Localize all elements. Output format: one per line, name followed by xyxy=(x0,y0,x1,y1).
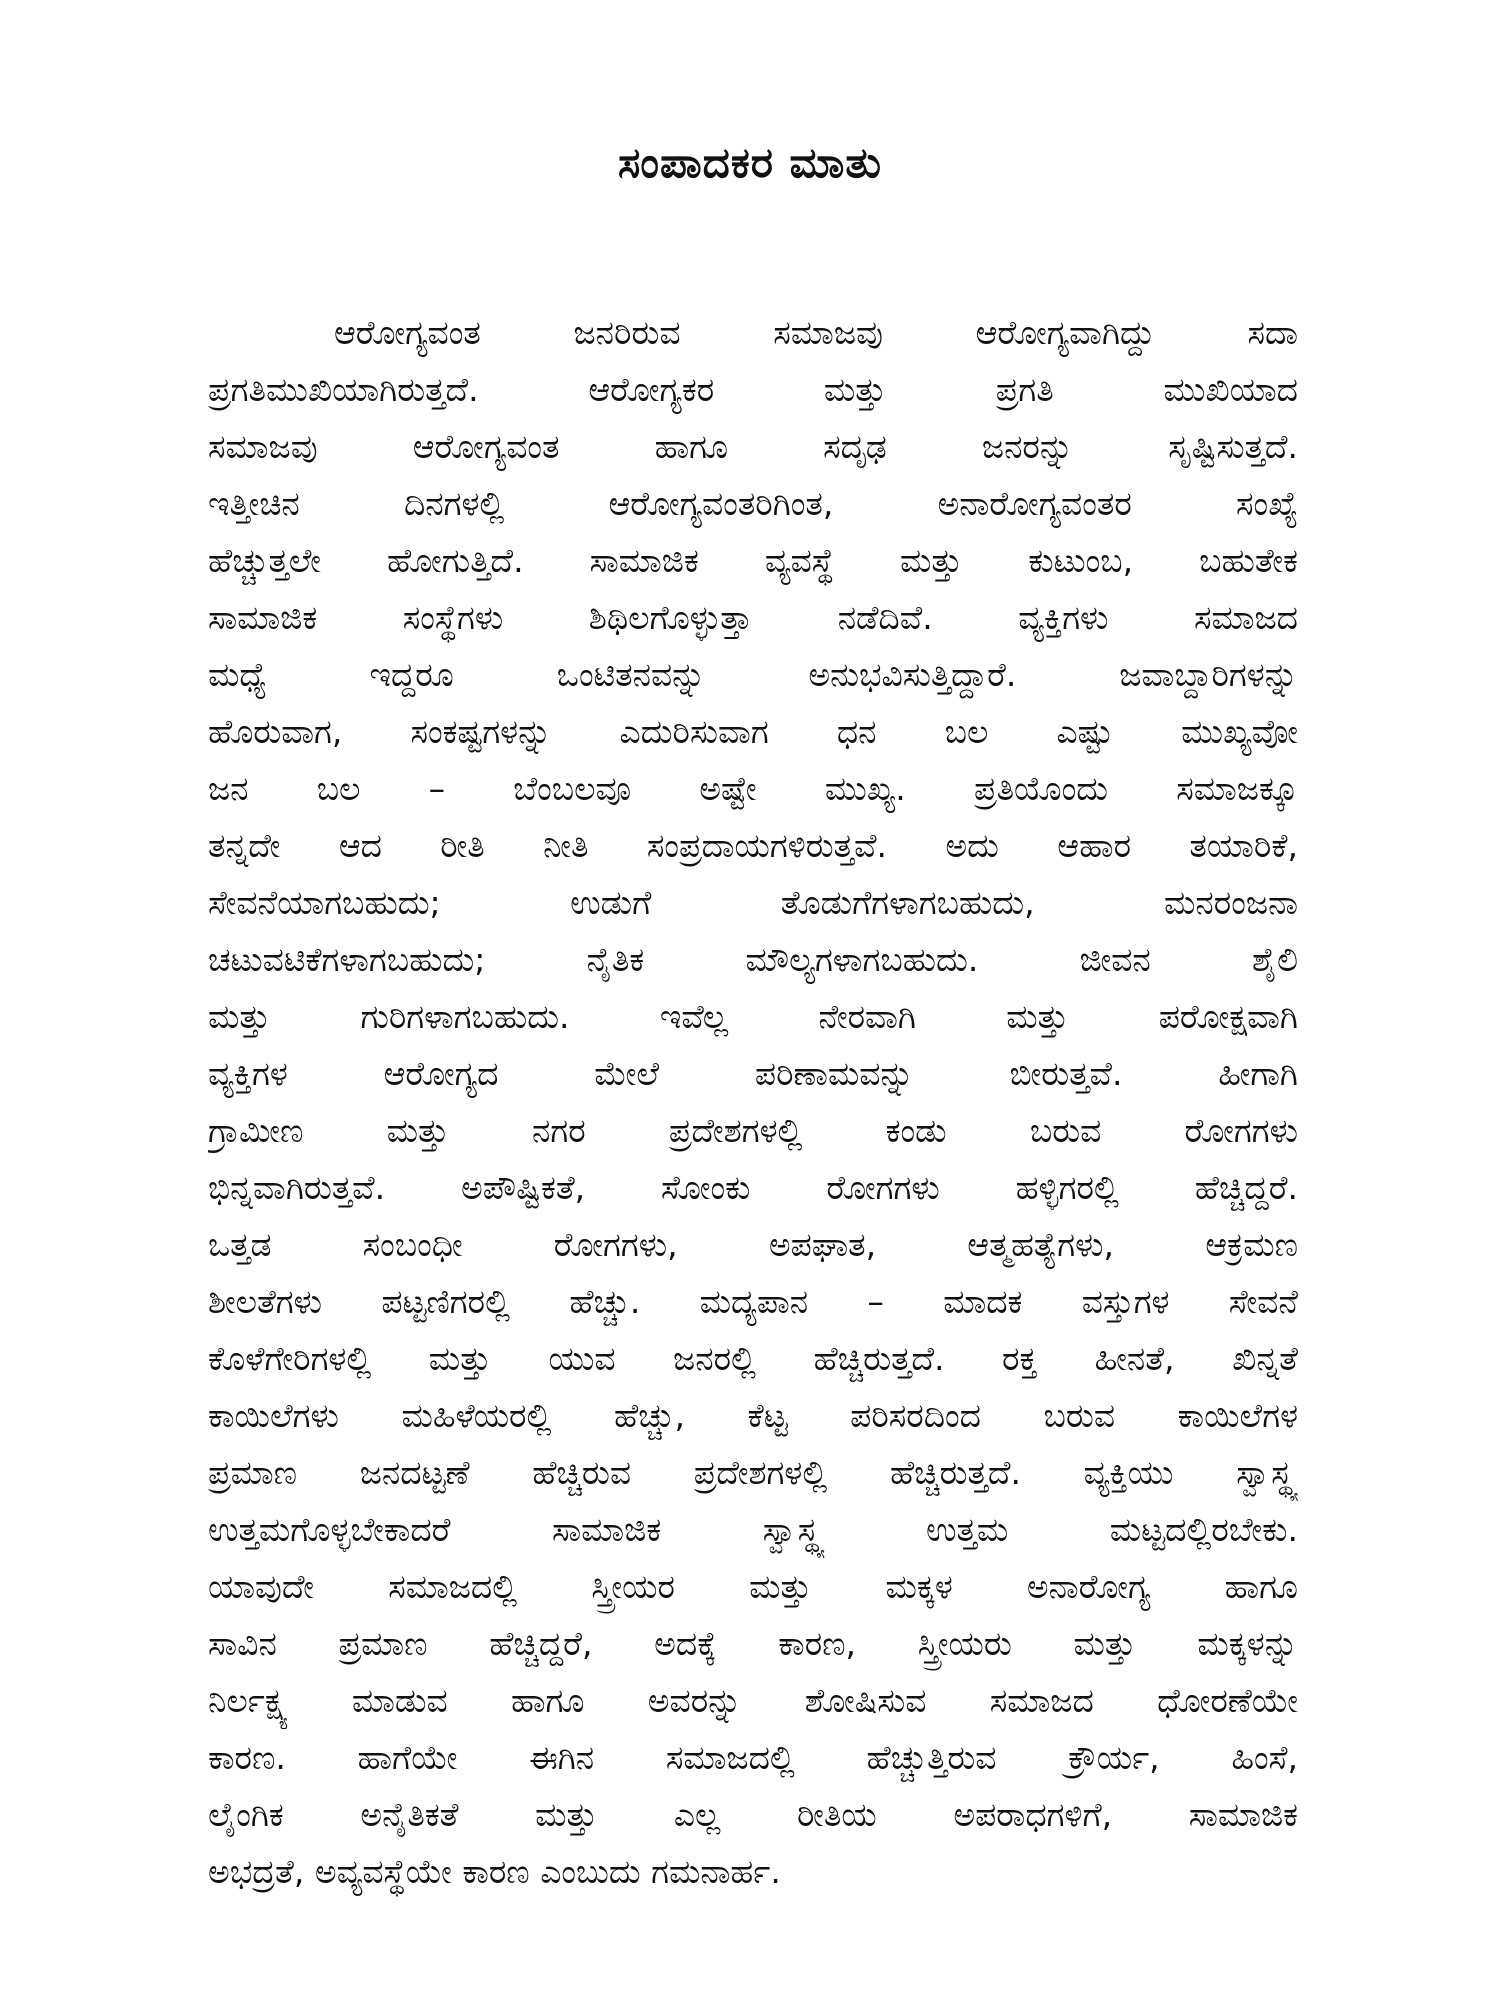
paragraph-line: ಚಟುವಟಿಕೆಗಳಾಗಬಹುದು; ನೈತಿಕ ಮೌಲ್ಯಗಳಾಗಬಹುದು. ಜೀವನ ಶೈಲಿ xyxy=(208,940,1298,979)
paragraph-line: ಲೈಂಗಿಕ ಅನೈತಿಕತೆ ಮತ್ತು ಎಲ್ಲ ರೀತಿಯ ಅಪರಾಧಗಳಿಗೆ, ಸಾಮಾಜಿಕ xyxy=(208,1795,1298,1834)
paragraph-line: ಪ್ರಗತಿಮುಖಿಯಾಗಿರುತ್ತದೆ. ಆರೋಗ್ಯಕರ ಮತ್ತು ಪ್ರಗತಿ ಮುಖಿಯಾದ xyxy=(208,370,1298,409)
paragraph-line: ಸಾಮಾಜಿಕ ಸಂಸ್ಥೆಗಳು ಶಿಥಿಲಗೊಳ್ಳುತ್ತಾ ನಡೆದಿವೆ. ವ್ಯಕ್ತಿಗಳು ಸಮಾಜದ xyxy=(208,598,1298,637)
paragraph-line: ಭಿನ್ನವಾಗಿರುತ್ತವೆ. ಅಪೌಷ್ಟಿಕತೆ, ಸೋಂಕು ರೋಗಗಳು ಹಳ್ಳಿಗರಲ್ಲಿ ಹೆಚ್ಚಿದ್ದರೆ. xyxy=(208,1168,1298,1207)
paragraph-line: ವ್ಯಕ್ತಿಗಳ ಆರೋಗ್ಯದ ಮೇಲೆ ಪರಿಣಾಮವನ್ನು ಬೀರುತ್ತವೆ. ಹೀಗಾಗಿ xyxy=(208,1054,1298,1093)
paragraph-line: ಹೊರುವಾಗ, ಸಂಕಷ್ಟಗಳನ್ನು ಎದುರಿಸುವಾಗ ಧನ ಬಲ ಎಷ್ಟು ಮುಖ್ಯವೋ xyxy=(208,712,1298,751)
paragraph-line: ಮಧ್ಯೆ ಇದ್ದರೂ ಒಂಟಿತನವನ್ನು ಅನುಭವಿಸುತ್ತಿದ್ದಾರೆ. ಜವಾಬ್ದಾರಿಗಳನ್ನು xyxy=(208,655,1298,694)
paragraph-line: ತನ್ನದೇ ಆದ ರೀತಿ ನೀತಿ ಸಂಪ್ರದಾಯಗಳಿರುತ್ತವೆ. ಅದು ಆಹಾರ ತಯಾರಿಕೆ, xyxy=(208,826,1298,865)
paragraph-line: ಜನ ಬಲ – ಬೆಂಬಲವೂ ಅಷ್ಟೇ ಮುಖ್ಯ. ಪ್ರತಿಯೊಂದು ಸಮಾಜಕ್ಕೂ xyxy=(208,769,1298,808)
paragraph-line: ಇತ್ತೀಚಿನ ದಿನಗಳಲ್ಲಿ ಆರೋಗ್ಯವಂತರಿಗಿಂತ, ಅನಾರೋಗ್ಯವಂತರ ಸಂಖ್ಯೆ xyxy=(208,484,1298,523)
paragraph-line: ಮತ್ತು ಗುರಿಗಳಾಗಬಹುದು. ಇವೆಲ್ಲ ನೇರವಾಗಿ ಮತ್ತು ಪರೋಕ್ಷವಾಗಿ xyxy=(208,997,1298,1036)
paragraph-line: ಹೆಚ್ಚುತ್ತಲೇ ಹೋಗುತ್ತಿದೆ. ಸಾಮಾಜಿಕ ವ್ಯವಸ್ಥೆ ಮತ್ತು ಕುಟುಂಬ, ಬಹುತೇಕ xyxy=(208,541,1298,580)
paragraph-line: ಸೇವನೆಯಾಗಬಹುದು; ಉಡುಗೆ ತೊಡುಗೆಗಳಾಗಬಹುದು, ಮನರಂಜನಾ xyxy=(208,883,1298,922)
paragraph-line: ಶೀಲತೆಗಳು ಪಟ್ಟಣಿಗರಲ್ಲಿ ಹೆಚ್ಚು. ಮದ್ಯಪಾನ – ಮಾದಕ ವಸ್ತುಗಳ ಸೇವನೆ xyxy=(208,1282,1298,1321)
paragraph-line: ಉತ್ತಮಗೊಳ್ಳಬೇಕಾದರೆ ಸಾಮಾಜಿಕ ಸ್ವಾಸ್ಥ್ಯ ಉತ್ತಮ ಮಟ್ಟದಲ್ಲಿರಬೇಕು. xyxy=(208,1510,1298,1549)
paragraph-line: ಆರೋಗ್ಯವಂತ ಜನರಿರುವ ಸಮಾಜವು ಆರೋಗ್ಯವಾಗಿದ್ದು ಸದಾ xyxy=(334,313,1298,352)
paragraph-line: ಪ್ರಮಾಣ ಜನದಟ್ಟಣೆ ಹೆಚ್ಚಿರುವ ಪ್ರದೇಶಗಳಲ್ಲಿ ಹೆಚ್ಚಿರುತ್ತದೆ. ವ್ಯಕ್ತಿಯು ಸ್ವಾಸ್ಥ್ಯ xyxy=(208,1453,1298,1492)
paragraph-line: ಅಭದ್ರತೆ, ಅವ್ಯವಸ್ಥೆಯೇ ಕಾರಣ ಎಂಬುದು ಗಮನಾರ್ಹ. xyxy=(208,1852,781,1891)
page-title: ಸಂಪಾದಕರ ಮಾತು xyxy=(618,138,882,187)
paragraph-line: ನಿರ್ಲಕ್ಷ್ಯ ಮಾಡುವ ಹಾಗೂ ಅವರನ್ನು ಶೋಷಿಸುವ ಸಮಾಜದ ಧೋರಣೆಯೇ xyxy=(208,1681,1298,1720)
paragraph-line: ಸಮಾಜವು ಆರೋಗ್ಯವಂತ ಹಾಗೂ ಸದೃಢ ಜನರನ್ನು ಸೃಷ್ಟಿಸುತ್ತದೆ. xyxy=(208,427,1298,466)
paragraph-line: ಕಾರಣ. ಹಾಗೆಯೇ ಈಗಿನ ಸಮಾಜದಲ್ಲಿ ಹೆಚ್ಚುತ್ತಿರುವ ಕ್ರೌರ್ಯ, ಹಿಂಸೆ, xyxy=(208,1738,1298,1777)
paragraph-line: ಕೊಳೆಗೇರಿಗಳಲ್ಲಿ ಮತ್ತು ಯುವ ಜನರಲ್ಲಿ ಹೆಚ್ಚಿರುತ್ತದೆ. ರಕ್ತ ಹೀನತೆ, ಖಿನ್ನತೆ xyxy=(208,1339,1298,1378)
paragraph-line: ಒತ್ತಡ ಸಂಬಂಧೀ ರೋಗಗಳು, ಅಪಘಾತ, ಆತ್ಮಹತ್ಯೆಗಳು, ಆಕ್ರಮಣ xyxy=(208,1225,1298,1264)
paragraph-line: ಯಾವುದೇ ಸಮಾಜದಲ್ಲಿ ಸ್ತ್ರೀಯರ ಮತ್ತು ಮಕ್ಕಳ ಅನಾರೋಗ್ಯ ಹಾಗೂ xyxy=(208,1567,1298,1606)
body-paragraph xyxy=(208,304,1298,1900)
paragraph-line: ಸಾವಿನ ಪ್ರಮಾಣ ಹೆಚ್ಚಿದ್ದರೆ, ಅದಕ್ಕೆ ಕಾರಣ, ಸ್ತ್ರೀಯರು ಮತ್ತು ಮಕ್ಕಳನ್ನು xyxy=(208,1624,1298,1663)
paragraph-line: ಗ್ರಾಮೀಣ ಮತ್ತು ನಗರ ಪ್ರದೇಶಗಳಲ್ಲಿ ಕಂಡು ಬರುವ ರೋಗಗಳು xyxy=(208,1111,1298,1150)
paragraph-line: ಕಾಯಿಲೆಗಳು ಮಹಿಳೆಯರಲ್ಲಿ ಹೆಚ್ಚು, ಕೆಟ್ಟ ಪರಿಸರದಿಂದ ಬರುವ ಕಾಯಿಲೆಗಳ xyxy=(208,1396,1298,1435)
